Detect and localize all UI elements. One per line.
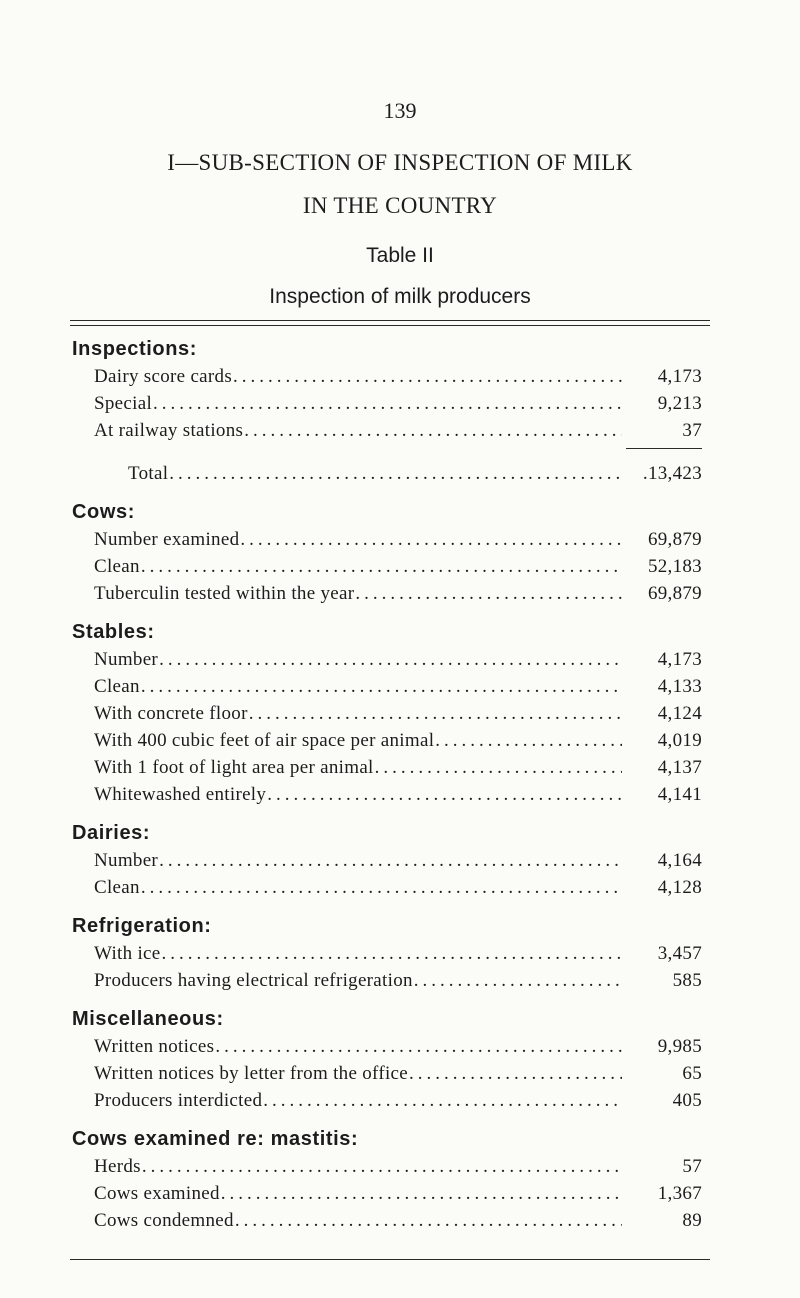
row-label: With concrete floor xyxy=(94,703,248,724)
section-title: Miscellaneous: xyxy=(72,1008,224,1030)
dot-leader xyxy=(140,553,622,580)
row-value xyxy=(622,390,712,417)
row-label: With 1 foot of light area per animal xyxy=(94,757,374,778)
table-row xyxy=(72,874,712,901)
row-value xyxy=(622,1087,712,1114)
row-value-text: 3,457 xyxy=(657,943,702,964)
table-section xyxy=(72,498,712,607)
dot-leader xyxy=(413,967,622,994)
dot-leader xyxy=(354,580,622,607)
row-value-text: 4,173 xyxy=(657,366,702,387)
row-label: Number xyxy=(94,850,159,871)
row-label: Written notices xyxy=(94,1036,215,1057)
dot-leader xyxy=(141,1153,622,1180)
table-section xyxy=(72,335,712,487)
row-label: Dairy score cards xyxy=(94,366,233,387)
table-title: Table II xyxy=(366,244,434,267)
row-label: With 400 cubic feet of air space per animal xyxy=(94,730,435,751)
table-row xyxy=(72,673,712,700)
row-value-text: 405 xyxy=(672,1090,702,1111)
dot-leader xyxy=(262,1087,622,1114)
table-row xyxy=(72,847,712,874)
table-row xyxy=(72,754,712,781)
row-value xyxy=(622,754,712,781)
row-value-text: 52,183 xyxy=(647,556,702,577)
row-value-text: 4,133 xyxy=(657,676,702,697)
row-label: Number examined xyxy=(94,529,240,550)
row-value xyxy=(622,874,712,901)
table-row xyxy=(72,967,712,994)
row-label: Herds xyxy=(94,1156,141,1177)
row-value xyxy=(622,847,712,874)
section-title: Inspections: xyxy=(72,338,197,360)
dot-leader xyxy=(158,847,622,874)
row-value xyxy=(622,1207,712,1234)
table-row xyxy=(72,1153,712,1180)
row-value xyxy=(622,460,712,487)
row-label: At railway stations xyxy=(94,420,244,441)
table-row xyxy=(72,1033,712,1060)
dot-leader xyxy=(374,754,622,781)
row-value xyxy=(622,646,712,673)
row-value xyxy=(622,781,712,808)
section-title: Refrigeration: xyxy=(72,915,212,937)
table-row xyxy=(72,1087,712,1114)
row-label: Producers having electrical refrigeration xyxy=(94,970,413,991)
dot-leader xyxy=(408,1060,622,1087)
dot-leader xyxy=(232,363,622,390)
sum-rule xyxy=(626,448,702,449)
row-value xyxy=(622,580,712,607)
row-value xyxy=(622,1060,712,1087)
table-row xyxy=(72,390,712,417)
table-row xyxy=(72,940,712,967)
dot-leader xyxy=(239,526,622,553)
dot-leader xyxy=(140,673,622,700)
row-value-text: 4,128 xyxy=(657,877,702,898)
table-row xyxy=(72,417,712,444)
table-row xyxy=(72,1180,712,1207)
table-row xyxy=(72,580,712,607)
dot-leader xyxy=(168,460,622,487)
row-value-text: 585 xyxy=(672,970,702,991)
row-label: Number xyxy=(94,649,159,670)
row-label: Written notices by letter from the office xyxy=(94,1063,409,1084)
table-section xyxy=(72,1125,712,1234)
section-heading-continued: IN THE COUNTRY xyxy=(302,193,498,218)
table-row xyxy=(72,1060,712,1087)
row-value-text: 57 xyxy=(682,1156,702,1177)
section-heading: I—SUB-SECTION OF INSPECTION OF MILK xyxy=(167,150,633,175)
section-title: Cows: xyxy=(72,501,135,523)
table-section xyxy=(72,819,712,901)
total-row xyxy=(72,460,712,487)
page-number: 139 xyxy=(383,98,417,123)
row-value-text: 4,141 xyxy=(657,784,702,805)
row-label: Cows condemned xyxy=(94,1210,234,1231)
row-label: Tuberculin tested within the year xyxy=(94,583,355,604)
dot-leader xyxy=(248,700,622,727)
row-value xyxy=(622,526,712,553)
row-value xyxy=(622,553,712,580)
top-double-rule xyxy=(70,320,710,326)
row-value-text: 9,213 xyxy=(657,393,702,414)
row-value-text: 37 xyxy=(682,420,702,441)
row-value-text: 89 xyxy=(682,1210,702,1231)
table-section xyxy=(72,618,712,808)
table-row xyxy=(72,363,712,390)
row-value xyxy=(622,940,712,967)
row-label: Clean xyxy=(94,556,140,577)
row-value-text: 4,173 xyxy=(657,649,702,670)
table-row xyxy=(72,526,712,553)
row-value xyxy=(622,1153,712,1180)
row-value xyxy=(622,417,712,444)
row-value-text: 1,367 xyxy=(657,1183,702,1204)
table-row xyxy=(72,781,712,808)
row-value xyxy=(622,673,712,700)
row-label: Cows examined xyxy=(94,1183,220,1204)
table-subtitle: Inspection of milk producers xyxy=(269,285,531,308)
dot-leader xyxy=(140,874,622,901)
dot-leader xyxy=(220,1180,622,1207)
dot-leader xyxy=(434,727,622,754)
table-section xyxy=(72,912,712,994)
row-value xyxy=(622,1180,712,1207)
dot-leader xyxy=(158,646,622,673)
section-title: Stables: xyxy=(72,621,155,643)
row-label: Clean xyxy=(94,877,140,898)
dot-leader xyxy=(214,1033,622,1060)
row-label: Total xyxy=(128,463,169,484)
dot-leader xyxy=(243,417,622,444)
dot-leader xyxy=(152,390,622,417)
row-value-text: 65 xyxy=(682,1063,702,1084)
table-row xyxy=(72,553,712,580)
row-value-text: 4,124 xyxy=(657,703,702,724)
row-value xyxy=(622,363,712,390)
row-value-text: .13,423 xyxy=(642,463,702,484)
row-value xyxy=(622,1033,712,1060)
row-value-text: 69,879 xyxy=(647,583,702,604)
row-value xyxy=(622,700,712,727)
row-value xyxy=(622,967,712,994)
section-title: Dairies: xyxy=(72,822,151,844)
row-label: Producers interdicted xyxy=(94,1090,263,1111)
table-row xyxy=(72,700,712,727)
row-value-text: 69,879 xyxy=(647,529,702,550)
dot-leader xyxy=(161,940,622,967)
row-label: Whitewashed entirely xyxy=(94,784,267,805)
dot-leader xyxy=(266,781,622,808)
bottom-rule xyxy=(70,1259,710,1260)
row-label: Clean xyxy=(94,676,140,697)
table-row xyxy=(72,646,712,673)
row-value-text: 9,985 xyxy=(657,1036,702,1057)
row-value-text: 4,164 xyxy=(657,850,702,871)
table-row xyxy=(72,727,712,754)
row-value xyxy=(622,727,712,754)
row-value-text: 4,019 xyxy=(657,730,702,751)
dot-leader xyxy=(234,1207,622,1234)
row-label: Special xyxy=(94,393,153,414)
inspection-table xyxy=(72,335,712,1234)
section-title: Cows examined re: mastitis: xyxy=(72,1128,359,1150)
table-row xyxy=(72,1207,712,1234)
row-value-text: 4,137 xyxy=(657,757,702,778)
table-section xyxy=(72,1005,712,1114)
row-label: With ice xyxy=(94,943,161,964)
